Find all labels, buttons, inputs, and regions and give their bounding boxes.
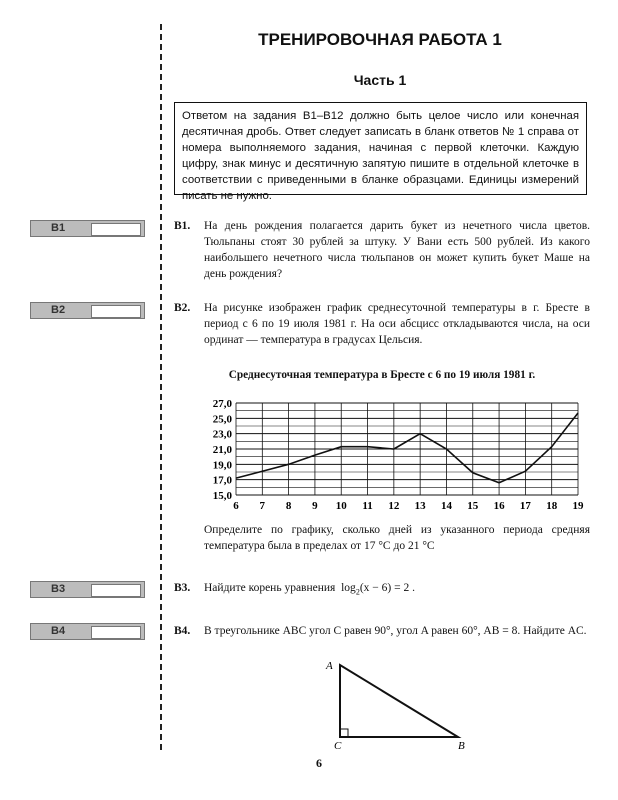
task-b2 [174, 300, 590, 348]
temperature-chart [196, 394, 590, 516]
x-tick-label: 14 [440, 500, 452, 512]
x-tick-label: 19 [572, 500, 584, 512]
task-text: На день рождения полагается дарить букет из нечетного числа цветов. Тюльпаны стоят 30 рублей за штуку. У Вани есть 500 рублей. Из какого наибольшего нечетного числа тюльпанов он может купить букет Маше на день рождения? [204, 220, 590, 280]
y-tick-label: 23,0 [212, 428, 232, 441]
y-tick-label: 21,0 [212, 444, 232, 456]
x-axis-labels [233, 500, 584, 512]
x-tick-label: 8 [285, 500, 292, 512]
vertex-label-c: C [334, 740, 342, 750]
x-tick-label: 7 [259, 500, 266, 512]
answer-cell[interactable] [91, 305, 141, 318]
chart-grid [236, 403, 578, 495]
task-text-lead: Найдите корень уравнения [204, 582, 336, 594]
task-text [204, 580, 590, 600]
task-b1 [174, 218, 590, 282]
equation-base: 2 [355, 587, 360, 597]
y-tick-label: 25,0 [212, 413, 232, 426]
x-tick-label: 9 [312, 500, 318, 512]
answer-box-b3[interactable] [30, 581, 145, 598]
y-tick-label: 27,0 [212, 398, 232, 410]
answer-box-label: В3 [51, 583, 66, 595]
triangle-figure [318, 655, 478, 750]
x-tick-label: 18 [546, 500, 558, 512]
vertex-label-a: A [326, 660, 333, 672]
part-title: Часть 1 [353, 72, 407, 88]
answer-box-b1[interactable] [30, 220, 145, 237]
task-number: В1. [174, 220, 191, 232]
task-number: В2. [174, 302, 191, 314]
x-tick-label: 10 [335, 500, 347, 512]
answer-cell[interactable] [91, 584, 141, 597]
x-tick-label: 13 [414, 500, 426, 512]
vertex-label-b: B [458, 740, 465, 750]
answer-cell[interactable] [91, 223, 141, 236]
task-text: На рисунке изображен график среднесуточной температуры в г. Бресте в период с 6 по 19 июля 1981 г. На оси абсцисс откладываются числа, на оси ординат — температура в градусах Цельсия. [204, 302, 590, 346]
answer-box-label: В4 [51, 625, 66, 637]
answer-cell[interactable] [91, 626, 141, 639]
x-tick-label: 17 [519, 500, 531, 512]
question-text: Определите по графику, сколько дней из указанного периода средняя температура была в пределах от 17 °С до 21 °С [204, 524, 590, 552]
page-number: 6 [316, 756, 322, 770]
y-axis-labels [213, 398, 233, 502]
answer-box-b4[interactable] [30, 623, 145, 640]
y-tick-label: 17,0 [212, 474, 232, 487]
equation-rest: (x − 6) = 2 . [359, 582, 415, 594]
answer-box-label: В2 [51, 304, 66, 316]
answer-box-b2[interactable] [30, 302, 145, 319]
instructions-box: Ответом на задания В1–В12 должно быть целое число или конечная десятичная дробь. Ответ следует записать в бланк ответов № 1 справа от номера выполняемого задания, начиная с первой клеточки. Каждую цифру, знак минус и десятичную запятую пишите в отдельной клеточке в соответствии с приведенными в бланке образцами. Единицы измерений писать не нужно. [174, 102, 587, 195]
chart-title: Среднесуточная температура в Бресте с 6 по 19 июля 1981 г. [228, 369, 536, 381]
task-text: В треугольнике ABC угол C равен 90°, угол A равен 60°, AB = 8. Найдите AC. [204, 625, 587, 637]
task-number: В3. [174, 582, 191, 594]
cut-line [160, 24, 162, 750]
page-title: ТРЕНИРОВОЧНАЯ РАБОТА 1 [258, 30, 502, 49]
task-b2-question [174, 522, 590, 554]
x-tick-label: 6 [233, 500, 239, 512]
task-b3 [174, 580, 590, 600]
x-tick-label: 15 [467, 500, 479, 512]
x-tick-label: 16 [493, 500, 505, 512]
y-tick-label: 15,0 [212, 490, 232, 502]
x-tick-label: 12 [388, 500, 400, 512]
x-tick-label: 11 [362, 500, 373, 512]
triangle-abc [340, 665, 458, 737]
equation-log: log [341, 582, 356, 594]
right-angle-mark [340, 729, 348, 737]
task-number: В4. [174, 625, 191, 637]
answer-box-label: В1 [51, 222, 66, 234]
task-b4 [174, 623, 590, 639]
y-tick-label: 19,0 [212, 459, 232, 472]
